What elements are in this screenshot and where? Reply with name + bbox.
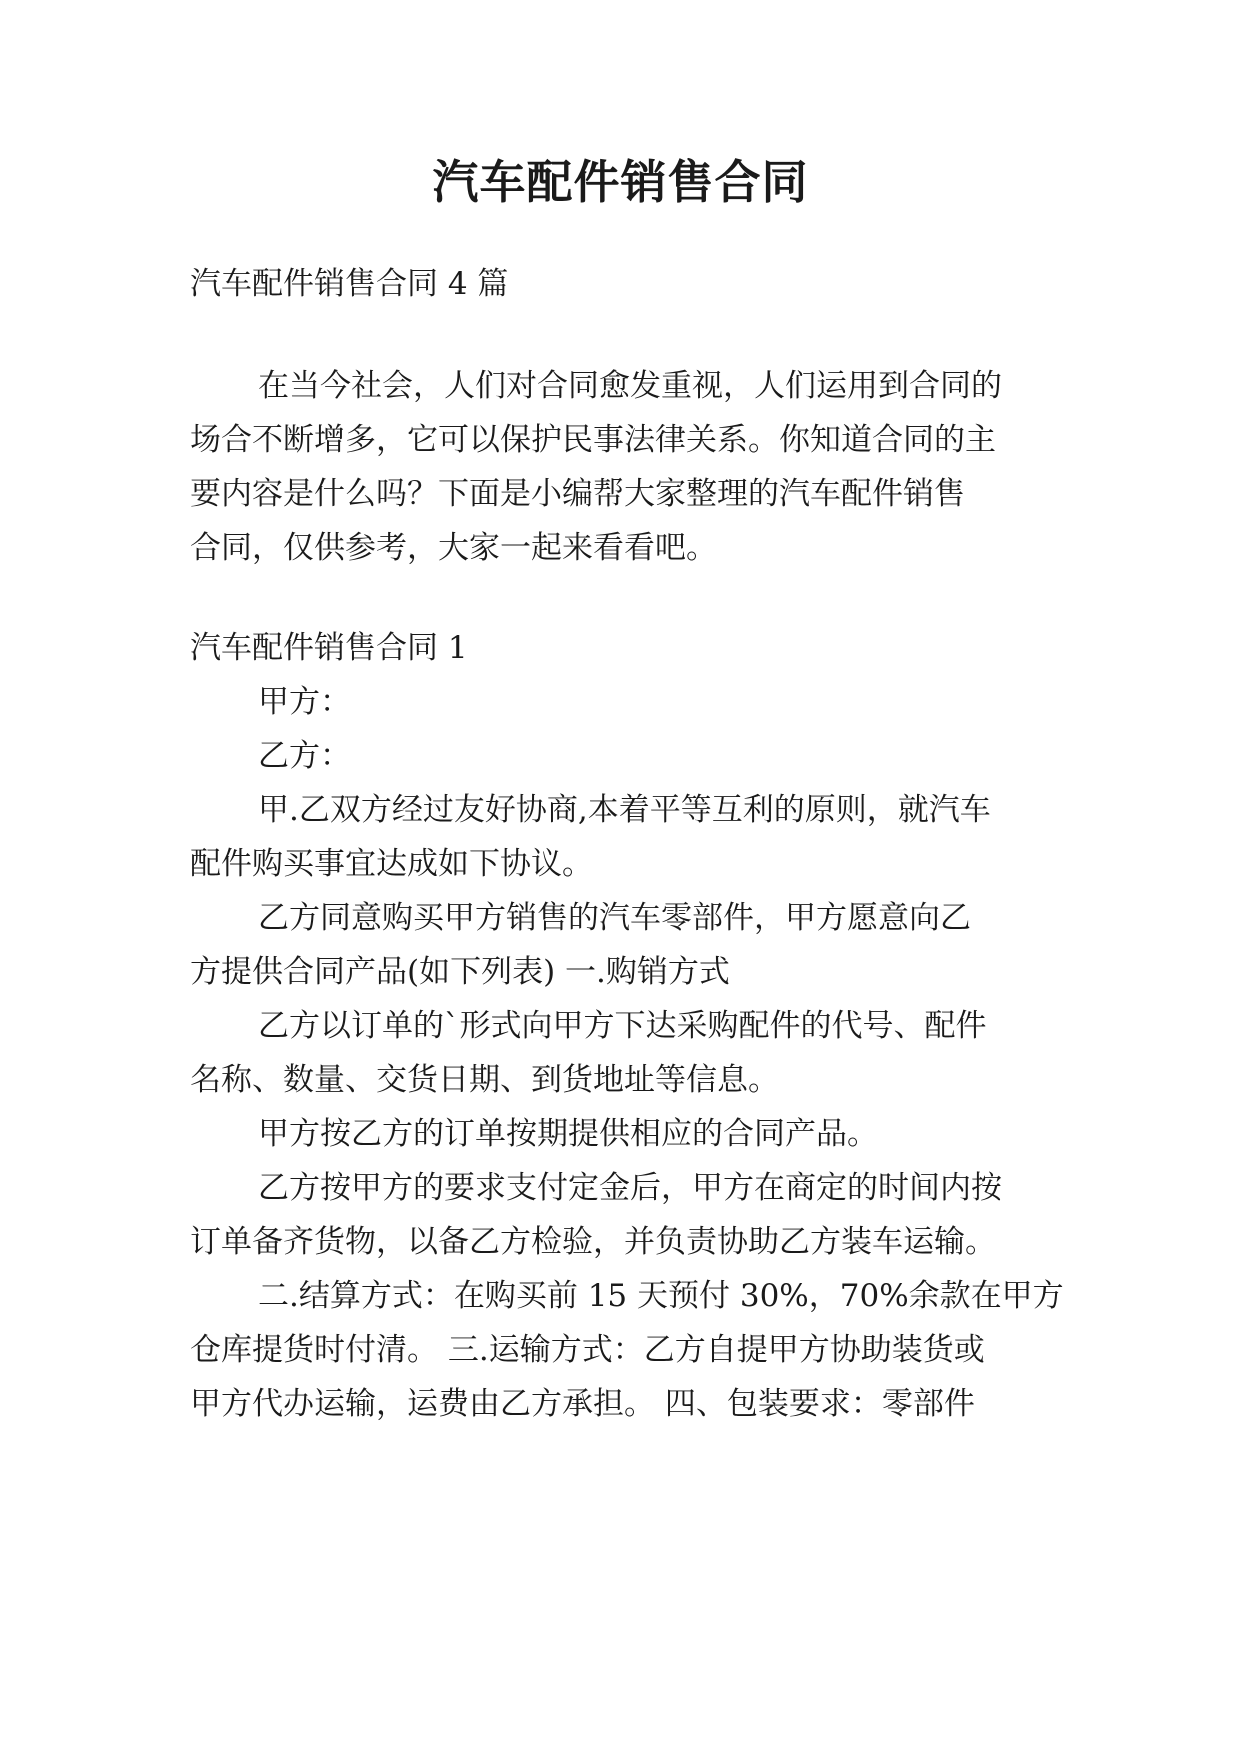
clause-line: 名称、数量、交货日期、到货地址等信息。 [190,1062,779,1098]
party-a-label: 甲方： [258,684,351,720]
contract-heading: 汽车配件销售合同 1 [190,630,468,666]
clause-line: 二.结算方式：在购买前 15 天预付 30%，70%余款在甲方 [258,1278,1064,1314]
clause-line: 方提供合同产品(如下列表) 一.购销方式 [190,954,730,990]
party-b-label: 乙方： [258,738,351,774]
document-title: 汽车配件销售合同 [432,155,809,209]
clause-line: 乙方同意购买甲方销售的汽车零部件，甲方愿意向乙 [258,900,971,936]
intro-line: 要内容是什么吗？下面是小编帮大家整理的汽车配件销售 [190,476,965,512]
clause-line: 配件购买事宜达成如下协议。 [190,846,593,882]
document-subtitle: 汽车配件销售合同 4 篇 [190,266,509,302]
clause-line: 订单备齐货物，以备乙方检验，并负责协助乙方装车运输。 [190,1224,996,1260]
intro-line: 场合不断增多，它可以保护民事法律关系。你知道合同的主 [190,422,996,458]
clause-line: 甲方按乙方的订单按期提供相应的合同产品。 [258,1116,878,1152]
clause-line: 乙方按甲方的要求支付定金后，甲方在商定的时间内按 [258,1170,1002,1206]
intro-line: 合同，仅供参考，大家一起来看看吧。 [190,530,717,566]
clause-line: 乙方以订单的`形式向甲方下达采购配件的代号、配件 [258,1008,987,1044]
clause-line: 甲.乙双方经过友好协商,本着平等互利的原则，就汽车 [258,792,991,828]
intro-line: 在当今社会，人们对合同愈发重视，人们运用到合同的 [258,368,1002,404]
clause-line: 甲方代办运输，运费由乙方承担。 四、包装要求：零部件 [190,1386,975,1422]
clause-line: 仓库提货时付清。 三.运输方式：乙方自提甲方协助装货或 [190,1332,985,1368]
